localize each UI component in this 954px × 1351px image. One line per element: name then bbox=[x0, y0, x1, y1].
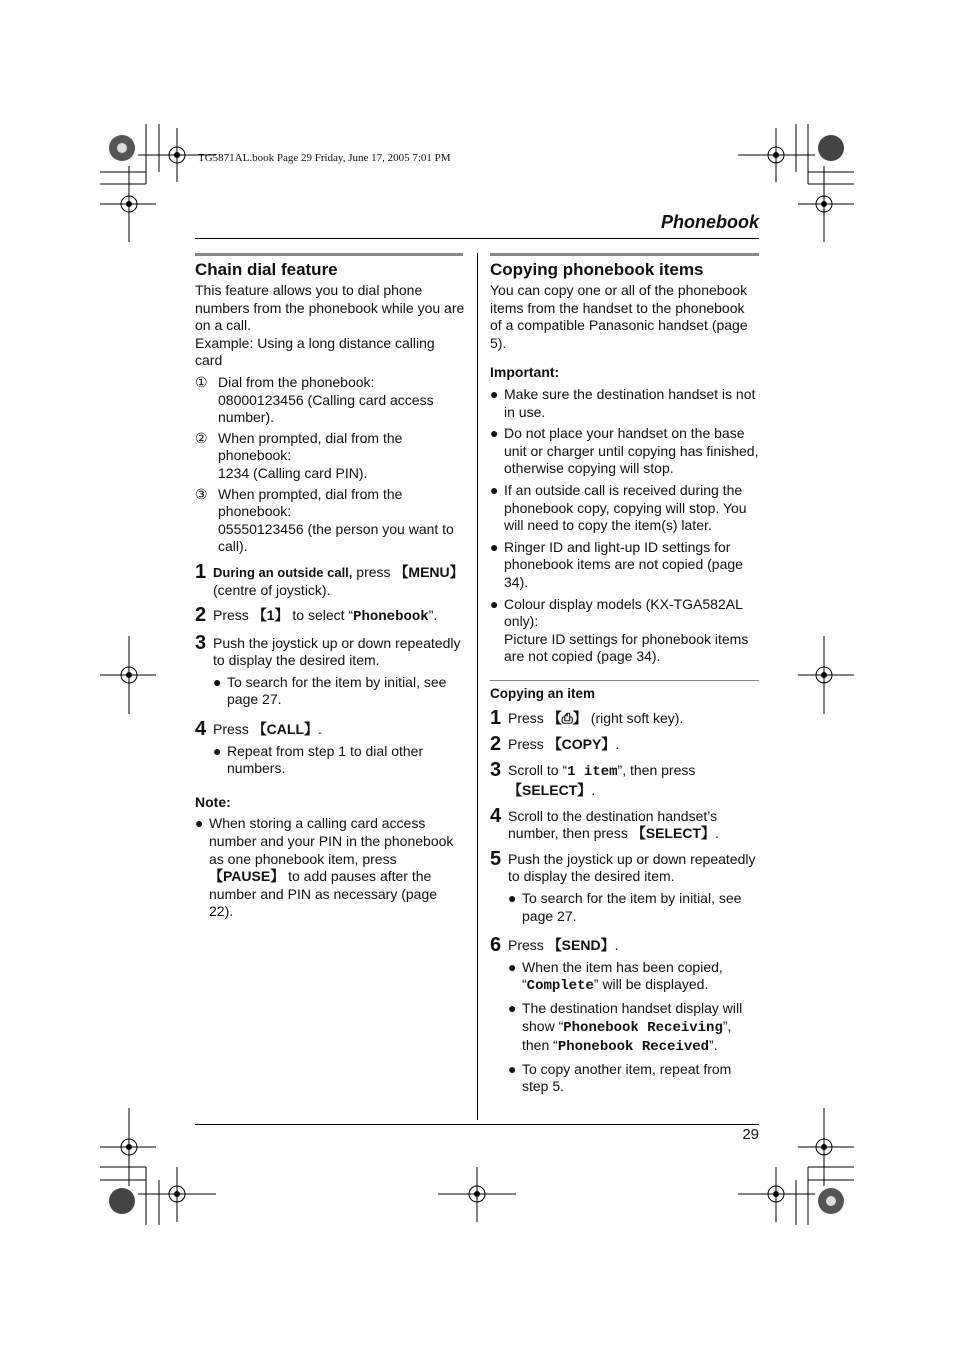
step-text: . bbox=[318, 721, 322, 738]
step-text: (right soft key). bbox=[586, 710, 684, 727]
bullet-dot: ● bbox=[490, 595, 499, 612]
bullet-text: To copy another item, repeat from step 5. bbox=[522, 1060, 732, 1095]
right-column bbox=[490, 260, 760, 1100]
important-text: Colour display models (KX-TGA582AL only): bbox=[504, 595, 743, 630]
copy-step-2 bbox=[490, 734, 760, 754]
bullet-text: Repeat from step 1 to dial other numbers. bbox=[227, 742, 424, 777]
bullet-text: The destination handset display will show “ bbox=[522, 1000, 743, 1034]
step-text: Press bbox=[508, 710, 548, 727]
note-item bbox=[195, 815, 465, 921]
print-info-line: TG5871AL.book Page 29 Friday, June 17, 2005 7:01 PM bbox=[198, 152, 451, 164]
step-text: Press bbox=[213, 607, 253, 624]
bullet-text: When the item has been copied, “ bbox=[522, 958, 723, 993]
subsection-rule bbox=[490, 680, 759, 681]
step-text: press bbox=[352, 563, 395, 580]
step-text: (centre of joystick). bbox=[213, 581, 331, 598]
select-key: 【SELECT】 bbox=[508, 782, 592, 799]
step-number: 3 bbox=[195, 631, 207, 654]
step-text: Press bbox=[508, 736, 548, 753]
circled-line: Dial from the phonebook: bbox=[218, 373, 375, 390]
circled-item-2 bbox=[195, 430, 465, 483]
step-text: to select “ bbox=[288, 607, 354, 624]
bullet-text: ”. bbox=[709, 1037, 718, 1054]
circled-number: ② bbox=[195, 429, 208, 446]
step-number: 5 bbox=[490, 847, 502, 870]
step-text: . bbox=[615, 736, 620, 753]
circled-line: 05550123456 (the person you want to call). bbox=[218, 520, 454, 555]
bullet-dot: ● bbox=[490, 425, 499, 442]
chain-dial-example: Example: Using a long distance calling card bbox=[195, 334, 435, 369]
step-number: 4 bbox=[195, 718, 207, 741]
step-number: 1 bbox=[195, 560, 207, 583]
circled-number: ① bbox=[195, 373, 208, 390]
copy-step-1 bbox=[490, 708, 760, 728]
bullet-text: To search for the item by initial, see page 27. bbox=[227, 673, 447, 708]
circled-item-1 bbox=[195, 374, 465, 427]
step-number: 2 bbox=[490, 733, 502, 756]
footer-rule bbox=[195, 1124, 759, 1125]
circled-item-3 bbox=[195, 486, 465, 556]
bullet-dot: ● bbox=[195, 815, 204, 832]
copy-step-3 bbox=[490, 760, 760, 799]
important-item bbox=[490, 482, 760, 535]
important-item bbox=[490, 386, 760, 421]
important-text: Do not place your handset on the base unit or charger until copying has finished, otherwise copying will stop. bbox=[504, 425, 759, 477]
step-text: Press bbox=[213, 721, 253, 738]
display-text: 1 item bbox=[567, 764, 618, 781]
step-text: Scroll to the destination handset’s number, then press bbox=[508, 807, 718, 842]
step-number: 1 bbox=[490, 707, 502, 730]
chain-dial-heading: Chain dial feature bbox=[195, 260, 338, 279]
display-text: Phonebook Receiving bbox=[563, 1019, 723, 1036]
step-text: Scroll to “ bbox=[508, 762, 568, 779]
left-column bbox=[195, 260, 465, 925]
display-text: Complete bbox=[526, 978, 594, 995]
bullet-dot: ● bbox=[490, 538, 499, 555]
copy-step-5 bbox=[490, 849, 760, 929]
step-2 bbox=[195, 605, 465, 627]
bullet-text: To search for the item by initial, see page 27. bbox=[522, 890, 742, 924]
bullet-dot: ● bbox=[490, 481, 499, 498]
copying-intro: You can copy one or all of the phonebook items from the handset to the phonebook of a compatible Panasonic handset (page 5). bbox=[490, 282, 748, 351]
bullet-dot: ● bbox=[508, 958, 517, 975]
step-bold-text: During an outside call, bbox=[213, 564, 353, 580]
important-text: Ringer ID and light-up ID settings for phonebook items are not copied (page 34). bbox=[504, 538, 743, 590]
circled-line: 1234 (Calling card PIN). bbox=[218, 464, 368, 481]
circled-number: ③ bbox=[195, 485, 208, 502]
step-bullet bbox=[508, 1061, 760, 1096]
menu-key: 【MENU】 bbox=[394, 563, 464, 580]
page-number: 29 bbox=[742, 1126, 759, 1143]
section-title: Phonebook bbox=[661, 212, 759, 232]
step-text: . bbox=[591, 782, 596, 799]
pause-key: 【PAUSE】 bbox=[209, 868, 285, 885]
header-rule bbox=[195, 238, 759, 239]
circled-line: When prompted, dial from the phonebook: bbox=[218, 429, 403, 464]
phonebook-soft-key-icon: 【⎙】 bbox=[547, 710, 587, 727]
step-text: . bbox=[614, 937, 619, 954]
key-1: 【1】 bbox=[252, 607, 289, 624]
step-number: 6 bbox=[490, 934, 502, 957]
column-divider bbox=[477, 253, 478, 1120]
step-text: Push the joystick up or down repeatedly to display the desired item. bbox=[508, 850, 756, 885]
copy-key: 【COPY】 bbox=[547, 736, 616, 753]
bullet-dot: ● bbox=[213, 673, 222, 690]
step-text: Press bbox=[508, 937, 548, 954]
step-text: . bbox=[714, 825, 719, 842]
bullet-text: ”, then “ bbox=[522, 1017, 732, 1054]
important-text: Make sure the destination handset is not in use. bbox=[504, 385, 756, 420]
important-label: Important: bbox=[490, 364, 560, 381]
step-1 bbox=[195, 562, 465, 599]
display-text: Phonebook bbox=[353, 609, 429, 626]
bullet-dot: ● bbox=[490, 385, 499, 402]
step-number: 2 bbox=[195, 604, 207, 627]
bullet-dot: ● bbox=[508, 1060, 517, 1077]
left-column-bar bbox=[195, 253, 463, 256]
display-text: Phonebook Received bbox=[557, 1039, 710, 1056]
copying-item-heading: Copying an item bbox=[490, 685, 596, 701]
right-column-bar bbox=[490, 253, 759, 256]
circled-line: 08000123456 (Calling card access number). bbox=[218, 391, 434, 426]
chain-dial-intro: This feature allows you to dial phone numbers from the phonebook while you are on a call. bbox=[195, 282, 465, 334]
send-key: 【SEND】 bbox=[547, 937, 615, 954]
step-text: ”. bbox=[428, 607, 438, 624]
important-item bbox=[490, 539, 760, 592]
step-bullet bbox=[508, 959, 760, 996]
bullet-dot: ● bbox=[508, 890, 517, 907]
important-item bbox=[490, 596, 760, 666]
step-4 bbox=[195, 719, 465, 782]
note-label: Note: bbox=[195, 793, 231, 810]
important-item bbox=[490, 425, 760, 478]
copying-heading: Copying phonebook items bbox=[490, 260, 704, 279]
step-text: Push the joystick up or down repeatedly to display the desired item. bbox=[213, 634, 461, 669]
step-text: ”, then press bbox=[617, 762, 696, 779]
copy-step-4 bbox=[490, 806, 760, 843]
copy-step-6 bbox=[490, 935, 760, 1100]
step-bullet bbox=[508, 1000, 760, 1057]
step-number: 4 bbox=[490, 804, 502, 827]
select-key: 【SELECT】 bbox=[631, 825, 715, 842]
step-number: 3 bbox=[490, 759, 502, 782]
circled-line: When prompted, dial from the phonebook: bbox=[218, 485, 403, 520]
bullet-dot: ● bbox=[508, 1000, 517, 1016]
note-text: When storing a calling card access number and your PIN in the phonebook as one phonebook item, press bbox=[209, 815, 454, 867]
call-key: 【CALL】 bbox=[252, 721, 319, 738]
step-bullet bbox=[213, 743, 465, 778]
bullet-text: ” will be displayed. bbox=[593, 976, 709, 993]
important-text: Picture ID settings for phonebook items are not copied (page 34). bbox=[504, 630, 749, 665]
note-text: to add pauses after the number and PIN as necessary (page 22). bbox=[209, 868, 438, 920]
bullet-dot: ● bbox=[213, 742, 222, 759]
step-bullet bbox=[213, 674, 465, 709]
step-3 bbox=[195, 633, 465, 713]
step-bullet bbox=[508, 890, 760, 925]
important-text: If an outside call is received during the phonebook copy, copying will stop. You will need to copy the item(s) later. bbox=[504, 481, 747, 534]
